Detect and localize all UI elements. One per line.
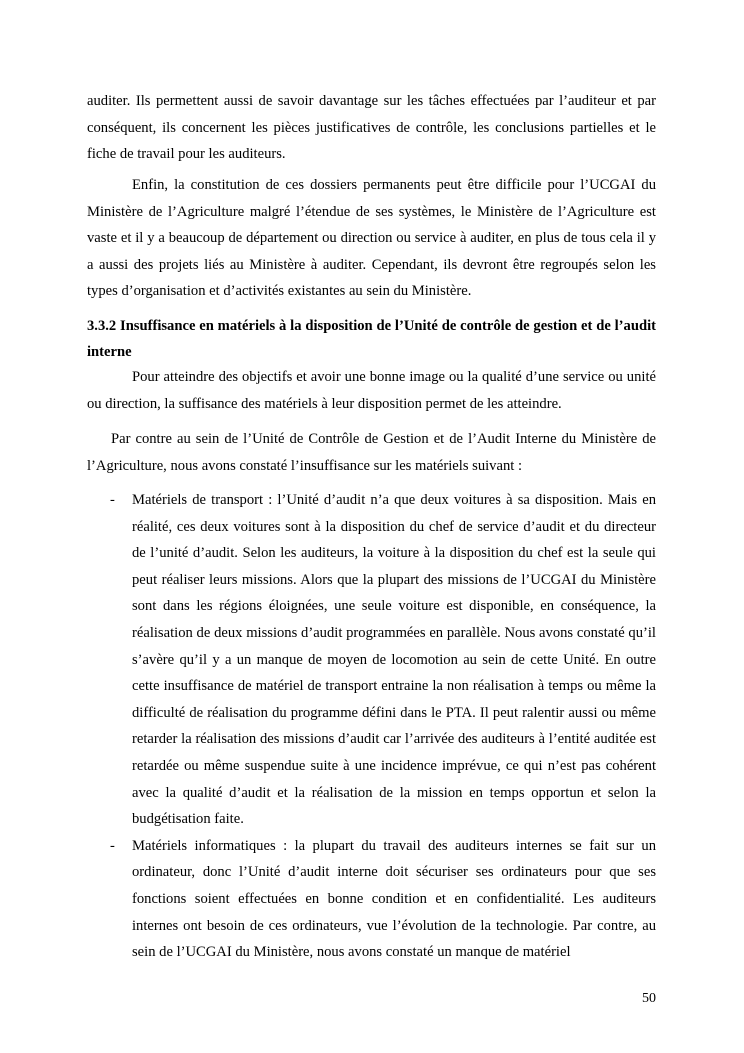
list-item-informatiques [87,833,656,966]
list-item-text: Matériels de transport : l’Unité d’audit n’a que deux voitures à sa disposition. Mais en réalité, ces deux voitures sont à la disposition du chef de service d’audit et du directeur de l’unité d’audit. Selon les auditeurs, la voiture à la disposition du chef est la seule qui peut réaliser leurs missions. Alors que la plupart des missions de l’UCGAI du Ministère sont dans les régions éloignées, une seule voiture est disponible, en conséquence, la réalisation de deux missions d’audit programmées en parallèle. Nous avons constaté qu’il s’avère qu’il y a un manque de moyen de locomotion au sein de cette Unité. En outre cette insuffisance de matériel de transport entraine la non réalisation à temps ou même la difficulté de réalisation du programme défini dans le PTA. Il peut ralentir aussi ou même retarder la réalisation des missions d’audit car l’arrivée des auditeurs à l’entité auditée est retardée ou même suspendue suite à une incidence imprévue, ce qui n’est pas cohérent avec la qualité d’audit et la réalisation de la mission en temps opportun et selon la budgétisation faite. [132,492,656,828]
paragraph-par-contre [87,426,656,479]
page-number: 50 [642,991,656,1006]
paragraph-dossiers-permanents [87,172,656,305]
section-heading-text: 3.3.2 Insuffisance en matériels à la disposition de l’Unité de contrôle de gestion et de l’audit interne [87,318,656,360]
paragraph-text: auditer. Ils permettent aussi de savoir davantage sur les tâches effectuées par l’auditeur et par conséquent, ils concernent les pièces justificatives de contrôle, les conclusions partielles et le fiche de travail pour les auditeurs. [87,93,656,162]
dash-bullet: - [110,837,115,854]
list-item-transport [87,487,656,833]
list-item-text: Matériels informatiques : la plupart du travail des auditeurs internes se fait sur un ordinateur, donc l’Unité d’audit interne doit sécuriser ses ordinateurs pour que ses fonctions soient effectuées en bonne condition et en confidentialité. Les auditeurs internes ont besoin de ces ordinateurs, vue l’évolution de la technologie. Par contre, au sein de l’UCGAI du Ministère, nous avons constaté un manque de matériel [132,837,656,961]
paragraph-text: Pour atteindre des objectifs et avoir une bonne image ou la qualité d’une service ou unité ou direction, la suffisance des matériels à leur disposition permet de les atteindre. [87,369,656,412]
paragraph-continuation [87,88,656,168]
paragraph-objectifs [87,364,656,417]
paragraph-text: Par contre au sein de l’Unité de Contrôle de Gestion et de l’Audit Interne du Ministère de l’Agriculture, nous avons constaté l’insuffisance sur les matériels suivant : [87,431,656,474]
dash-bullet: - [110,492,115,508]
materiels-list [87,487,656,966]
section-heading-3-3-2 [87,313,656,365]
paragraph-text: Enfin, la constitution de ces dossiers permanents peut être difficile pour l’UCGAI du Ministère de l’Agriculture malgré l’étendue de ses systèmes, le Ministère de l’Agriculture est vaste et il y a beaucoup de département ou direction ou service à auditer, en plus de tous cela il y a aussi des projets liés au Ministère à auditer. Cependant, ils devront être regroupés selon les types d’organisation et d’activités existantes au sein du Ministère. [87,177,656,299]
